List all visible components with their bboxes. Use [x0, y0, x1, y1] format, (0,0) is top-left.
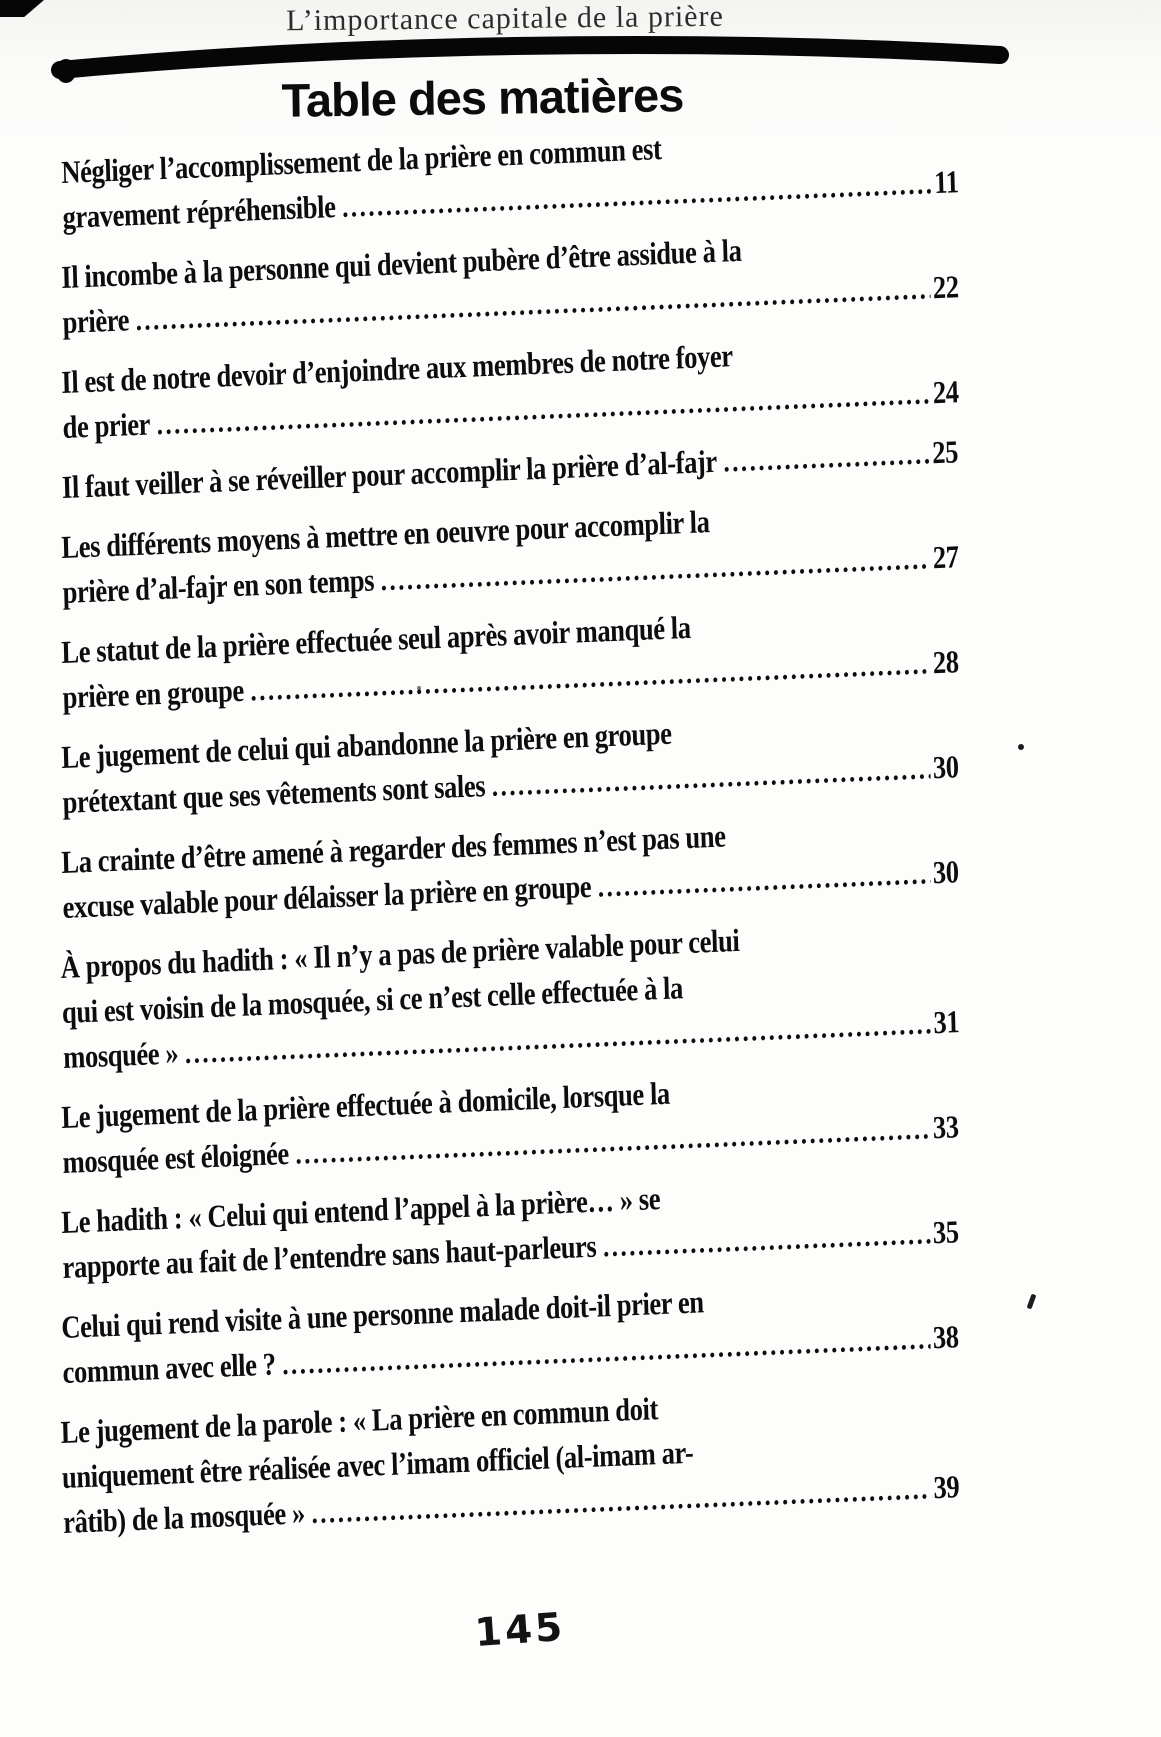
table-of-contents	[60, 130, 960, 1560]
toc-entry-text: mosquée est éloignée	[62, 1134, 290, 1180]
toc-page-number: 11	[933, 163, 959, 201]
toc-page-number: 22	[932, 268, 959, 306]
scan-speck	[417, 686, 421, 690]
toc-entry-text: de prier	[62, 405, 151, 445]
toc-entry-text: uniquement être réalisée avec l’imam officiel (al-imam ar-	[61, 1433, 694, 1495]
toc-entry-text: Le jugement de la parole : « La prière en commun doit	[60, 1390, 659, 1451]
toc-entry-text: excuse valable pour délaisser la prière en groupe	[62, 867, 592, 925]
toc-entry-text: prière en groupe	[62, 671, 245, 715]
toc-entry	[61, 219, 959, 346]
folio-page-number: 145	[473, 1604, 567, 1657]
toc-entry-text: Le hadith : « Celui qui entend l’appel à la prière… » se	[60, 1180, 661, 1241]
toc-entry-text: À propos du hadith : « Il n’y a pas de prière valable pour celui	[60, 921, 740, 986]
toc-entry-text: gravement répréhensible	[62, 188, 336, 235]
toc-page-number: 39	[932, 1468, 960, 1506]
toc-entry-text: Il incombe à la personne qui devient pubère d’être assidue à la	[60, 231, 742, 296]
scan-speck	[1018, 744, 1024, 750]
toc-page-number: 35	[932, 1213, 959, 1251]
toc-entry	[61, 114, 959, 241]
toc-entry-text: commun avec elle ?	[62, 1345, 277, 1390]
toc-page-number: 28	[932, 643, 959, 681]
toc-entry	[60, 1374, 960, 1546]
toc-entry-text: prière	[62, 301, 130, 340]
toc-page-number: 25	[931, 433, 959, 471]
toc-entry-text: râtib) de la mosquée »	[62, 1494, 306, 1540]
scan-speck	[1027, 1294, 1037, 1310]
toc-entry	[61, 804, 959, 931]
toc-page-number: 31	[932, 1003, 960, 1041]
toc-page-number: 30	[932, 853, 959, 891]
toc-entry	[61, 699, 959, 826]
toc-page-number: 33	[932, 1108, 959, 1146]
toc-entry-text: Le jugement de la prière effectuée à domicile, lorsque la	[60, 1074, 671, 1136]
toc-entry-text: rapporte au fait de l’entendre sans haut-parleurs	[62, 1227, 597, 1285]
page-title: Table des matières	[281, 68, 684, 127]
toc-entry-text: Négliger l’accomplissement de la prière en commun est	[60, 130, 662, 191]
toc-entry	[61, 1164, 959, 1291]
toc-entry	[61, 1059, 959, 1186]
toc-entry	[61, 594, 959, 721]
toc-entry	[60, 909, 960, 1081]
toc-page-number: 38	[932, 1318, 959, 1356]
toc-entry-text: Il faut veiller à se réveiller pour accomplir la prière d’al-fajr	[61, 442, 718, 505]
toc-entry-text: qui est voisin de la mosquée, si ce n’est celle effectuée à la	[61, 969, 684, 1030]
toc-entry-text: prétextant que ses vêtements sont sales	[62, 767, 486, 820]
toc-page-number: 24	[932, 373, 959, 411]
toc-entry	[61, 489, 959, 616]
dot-leader	[723, 430, 931, 484]
toc-entry-text: Celui qui rend visite à une personne malade doit-il prier en	[60, 1283, 705, 1346]
toc-entry-text: Le jugement de celui qui abandonne la prière en groupe	[60, 714, 672, 776]
toc-entry	[61, 324, 959, 451]
running-header: L’importance capitale de la prière	[285, 0, 724, 38]
toc-page-number: 27	[932, 538, 959, 576]
toc-entry-text: Les différents moyens à mettre en oeuvre pour accomplir la	[60, 503, 710, 566]
toc-page-number: 30	[932, 748, 959, 786]
toc-entry-text: Il est de notre devoir d’enjoindre aux membres de notre foyer	[60, 337, 734, 401]
toc-entry-text: mosquée »	[62, 1034, 179, 1075]
toc-entry	[61, 1269, 959, 1396]
toc-entry-text: prière d’al-fajr en son temps	[62, 561, 375, 610]
toc-entry-text: La crainte d’être amené à regarder des femmes n’est pas une	[60, 817, 726, 881]
toc-entry-text: Le statut de la prière effectuée seul après avoir manqué la	[60, 608, 692, 671]
